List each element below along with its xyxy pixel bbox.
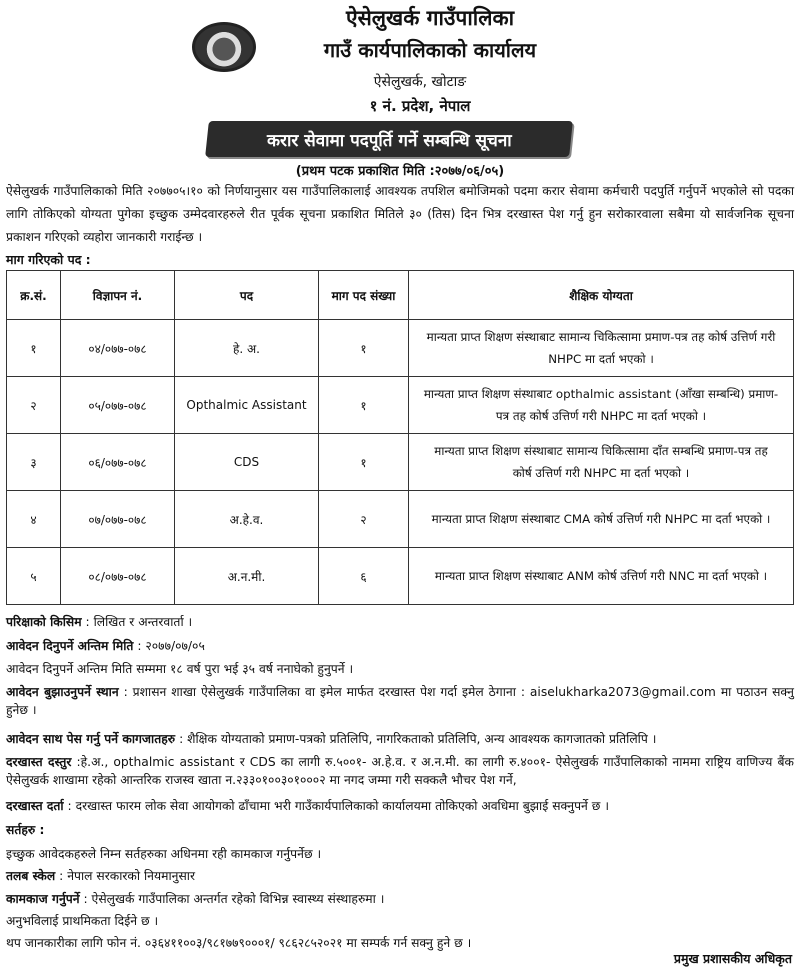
cell-ad-no: ०७/०७७-०७८ bbox=[61, 491, 175, 548]
application-fee bbox=[6, 753, 794, 789]
col-header-sn: क्र.सं. bbox=[7, 271, 61, 320]
municipality-name: ऐसेलुखर्क गाउँपालिका bbox=[345, 6, 515, 30]
fee-value: :हे.अ., opthalmic assistant र CDS का लागी रु.५००१- अ.हे.व. र अ.न.मी. का लागी रु.४००१- ऐसेलुखर्क गाउँपालिकाको नाममा राष्ट्रिय वाणिज्य बैंक ऐसेलुखर्क शाखामा रहेको आन्तरिक राजस्व खाता न.२३३०१००३०१०००२ मा नगद जम्मा गरी सक्कलै भौचर पेश गर्ने, bbox=[6, 755, 794, 787]
table-row bbox=[7, 548, 794, 605]
cell-sn: ४ bbox=[7, 491, 61, 548]
table-row bbox=[7, 377, 794, 434]
cell-sn: ३ bbox=[7, 434, 61, 491]
experience-preference: अनुभविलाई प्राथमिकता दिईने छ । bbox=[6, 914, 159, 928]
terms-text: इच्छुक आवेदकहरुले निम्न सर्तहरुका अधिनमा रही कामकाज गर्नुपर्नेछ । bbox=[6, 847, 322, 861]
cell-post: अ.न.मी. bbox=[175, 548, 319, 605]
notice-title-banner bbox=[205, 121, 573, 157]
cell-count: १ bbox=[319, 377, 409, 434]
submission-place bbox=[6, 683, 794, 719]
cell-count: १ bbox=[319, 320, 409, 377]
fee-label: दरखास्त दस्तुर bbox=[6, 755, 72, 769]
exam-type-value: : लिखित र अन्तरवार्ता । bbox=[85, 615, 193, 629]
table-row bbox=[7, 491, 794, 548]
application-deadline bbox=[6, 637, 794, 655]
cell-qualification: मान्यता प्राप्त शिक्षण संस्थाबाट opthalmic assistant (आँखा सम्बन्धि) प्रमाण-पत्र तह कोर्ष उत्तिर्ण गरी NHPC मा दर्ता भएको । bbox=[409, 377, 794, 434]
application-registration bbox=[6, 797, 794, 815]
cell-post: हे. अ. bbox=[175, 320, 319, 377]
required-documents bbox=[6, 730, 794, 748]
workplace-value: : ऐसेलुखर्क गाउँपालिका अन्तर्गत रहेको विभिन्न स्वास्थ्य संस्थाहरुमा । bbox=[83, 892, 385, 906]
age-requirement: आवेदन दिनुपर्ने अन्तिम मिति सम्ममा १८ वर्ष पुरा भई ३५ वर्ष ननाघेको हुनुपर्ने । bbox=[6, 662, 354, 676]
office-location: ऐसेलुखर्क, खोटाङ bbox=[373, 74, 467, 90]
exam-type bbox=[6, 613, 794, 631]
col-header-post: पद bbox=[175, 271, 319, 320]
signatory-title: प्रमुख प्रशासकीय अधिकृत bbox=[673, 951, 792, 966]
col-header-ad-no: विज्ञापन नं. bbox=[61, 271, 175, 320]
documents-label: आवेदन साथ पेस गर्नु पर्ने कागजातहरु bbox=[6, 732, 176, 746]
registration-value: : दरखास्त फारम लोक सेवा आयोगको ढाँचामा भरी गाउँकार्यपालिकाको कार्यालयमा तोकिएको अवधिमा बुझाई सक्नुपर्ने छ । bbox=[67, 799, 609, 813]
workplace bbox=[6, 890, 794, 908]
table-row bbox=[7, 320, 794, 377]
col-header-count: माग पद संख्या bbox=[319, 271, 409, 320]
cell-count: २ bbox=[319, 491, 409, 548]
notice-title: करार सेवामा पदपूर्ति गर्ने सम्बन्धि सूचना bbox=[266, 130, 512, 151]
deadline-label: आवेदन दिनुपर्ने अन्तिम मिति bbox=[6, 639, 134, 653]
salary-label: तलब स्केल bbox=[6, 869, 56, 883]
cell-sn: २ bbox=[7, 377, 61, 434]
table-row bbox=[7, 434, 794, 491]
salary-value: : नेपाल सरकारको नियमानुसार bbox=[59, 869, 196, 883]
cell-ad-no: ०८/०७७-०७८ bbox=[61, 548, 175, 605]
submission-value: : प्रशासन शाखा ऐसेलुखर्क गाउँपालिका वा इमेल मार्फत दरखास्त पेश गर्दा इमेल ठेगाना : aiselukharka2073@gmail.com मा पठाउन सक्नु हुनेछ । bbox=[6, 685, 794, 717]
deadline-value: : २०७७/०७/०५ bbox=[137, 639, 205, 653]
table-header-row bbox=[7, 271, 794, 320]
cell-ad-no: ०४/०७७-०७८ bbox=[61, 320, 175, 377]
cell-post: Opthalmic Assistant bbox=[175, 377, 319, 434]
cell-ad-no: ०५/०७७-०७८ bbox=[61, 377, 175, 434]
salary-scale bbox=[6, 867, 794, 885]
cell-qualification: मान्यता प्राप्त शिक्षण संस्थाबाट ANM कोर्ष उत्तिर्ण गरी NNC मा दर्ता भएको । bbox=[409, 548, 794, 605]
col-header-qualification: शैक्षिक योग्यता bbox=[409, 271, 794, 320]
terms-heading bbox=[6, 821, 794, 839]
workplace-label: कामकाज गर्नुपर्ने bbox=[6, 892, 80, 906]
cell-qualification: मान्यता प्राप्त शिक्षण संस्थाबाट सामान्य चिकित्सामा प्रमाण-पत्र तह कोर्ष उत्तिर्ण गरी NHPC मा दर्ता भएको । bbox=[409, 320, 794, 377]
terms-label: सर्तहरु : bbox=[6, 823, 45, 837]
cell-ad-no: ०६/०७७-०७८ bbox=[61, 434, 175, 491]
posts-heading: माग गरिएको पद : bbox=[6, 252, 91, 267]
cell-qualification: मान्यता प्राप्त शिक्षण संस्थाबाट CMA कोर्ष उत्तिर्ण गरी NHPC मा दर्ता भएको । bbox=[409, 491, 794, 548]
cell-post: CDS bbox=[175, 434, 319, 491]
posts-table bbox=[6, 270, 794, 605]
cell-count: १ bbox=[319, 434, 409, 491]
exam-type-label: परिक्षाको किसिम bbox=[6, 615, 82, 629]
cell-sn: ५ bbox=[7, 548, 61, 605]
publication-date: (प्रथम पटक प्रकाशित मिति :२०७७/०६/०५) bbox=[295, 164, 505, 179]
cell-post: अ.हे.व. bbox=[175, 491, 319, 548]
documents-value: : शैक्षिक योग्यताको प्रमाण-पत्रको प्रतिलिपि, नागरिकताको प्रतिलिपि, अन्य आवश्यक कागजातको प्रतिलिपि । bbox=[179, 732, 657, 746]
intro-paragraph: ऐसेलुखर्क गाउँपालिकाको मिति २०७७०५।१० को निर्णयानुसार यस गाउँपालिकालाई आवश्यक तपशिल बमोजिमको पदमा करार सेवामा कर्मचारी पदपुर्ति गर्नुपर्ने भएकोले सो पदका लागि तोकिएको योग्यता पुगेका इच्छुक उम्मेदवारहरुले रीत पूर्वक सूचना प्रकाशित मितिले ३० (तिस) दिन भित्र दरखास्त पेश गर्नु हुन सरोकारवाला सबैमा यो सार्वजनिक सूचना प्रकाशन गरिएको व्यहोरा जानकारी गराईन्छ । bbox=[6, 184, 794, 244]
letterhead bbox=[0, 0, 800, 120]
registration-label: दरखास्त दर्ता bbox=[6, 799, 64, 813]
cell-sn: १ bbox=[7, 320, 61, 377]
submission-label: आवेदन बुझाउनुपर्ने स्थान bbox=[6, 685, 119, 699]
office-name: गाउँ कार्यपालिकाको कार्यालय bbox=[323, 38, 537, 62]
province: १ नं. प्रदेश, नेपाल bbox=[369, 97, 471, 115]
cell-count: ६ bbox=[319, 548, 409, 605]
contact-info: थप जानकारीका लागि फोन नं. ०३६४११००३/९८१७७९०००१/ ९८६२८५२०२१ मा सम्पर्क गर्न सक्नु हुने छ । bbox=[6, 936, 472, 950]
cell-qualification: मान्यता प्राप्त शिक्षण संस्थाबाट सामान्य चिकित्सामा दाँत सम्बन्धि प्रमाण-पत्र तह कोर्ष उत्तिर्ण गरी NHPC मा दर्ता भएको । bbox=[409, 434, 794, 491]
